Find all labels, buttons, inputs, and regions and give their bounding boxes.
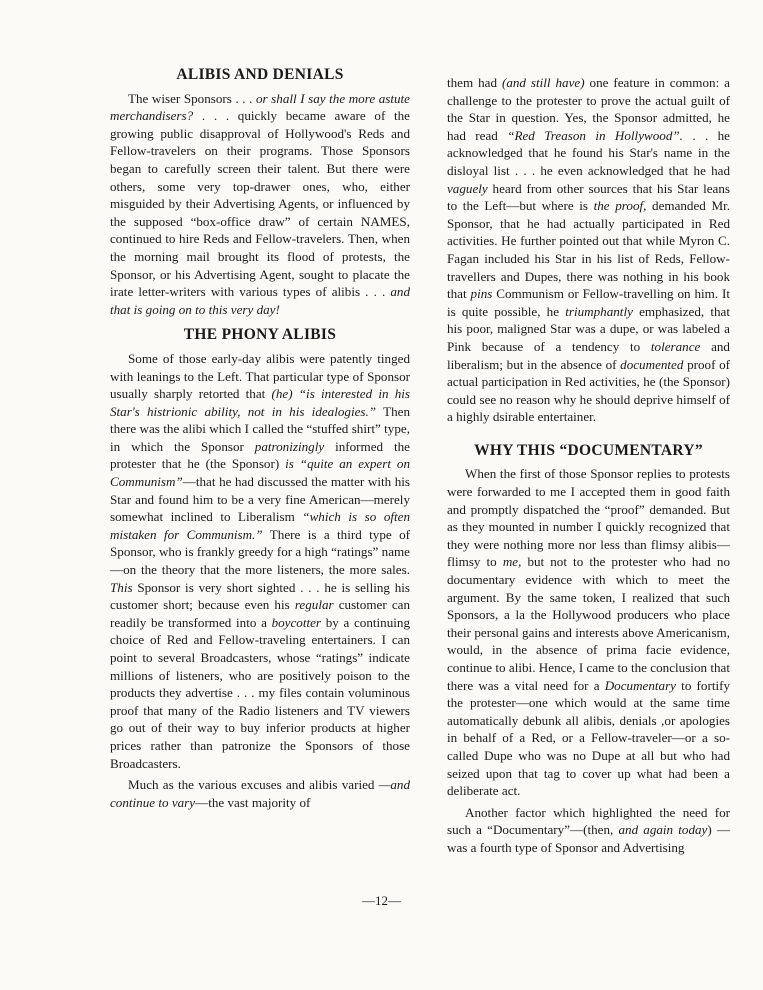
- text-run: Another factor which highlighted the need for such a “Documentary”—(then,: [447, 804, 730, 838]
- text-run: customer can readily be transformed into a: [110, 597, 410, 630]
- left-column: [110, 62, 410, 811]
- paragraph: [110, 350, 410, 772]
- text-run: . . . quickly became aware of the growing public disapproval of Hollywood's Reds and Fellow-travelers on their programs. Those Sponsors began to carefully screen their talent. But there were others, some very top-drawer ones, who, either misguided by their Advertising Agents, or influenced by the supposed “box-office draw” of certain NAMES, continued to hire Reds and Fellow-travelers. Then, when the morning mail brought its flood of protests, the Sponsor, or his Advertising Agent, sought to placate the irate letter-writers with various types of alibis . . .: [110, 108, 410, 300]
- italic-run: is “quite an expert on Communism”: [110, 456, 410, 490]
- italic-run: and again today: [618, 822, 708, 838]
- paragraph: [110, 90, 410, 319]
- italic-run: vaguely: [447, 180, 488, 196]
- italic-run: or shall I say the more astute merchandisers?: [110, 90, 410, 124]
- italic-run: (and still have): [501, 75, 585, 90]
- text-run: demanded Mr. Sponsor, that he had actually participated in Red activities. He further pointed out that while Myron C. Fagan included his Star in his list of Reds, Fellow-travellers and Dupes, there was nothing in his book that: [447, 198, 730, 302]
- italic-run: regular: [294, 597, 334, 613]
- italic-run: me,: [502, 554, 522, 570]
- text-run: . . he acknowledged that he found his Star's name in the disloyal list . . . he even acknowledged that he had: [447, 127, 730, 178]
- italic-run: documented: [620, 356, 684, 372]
- text-run: Communism or Fellow-travelling on him. It is quite possible, he: [447, 286, 730, 319]
- italic-run: —and continue to vary: [110, 777, 410, 810]
- text-run: Some of those early-day alibis were patently tinged with leanings to the Left. That particular type of Sponsor usually sharply retorted that: [110, 350, 410, 402]
- italic-run: Documentary: [604, 677, 676, 693]
- text-run: Much as the various excuses and alibis varied: [128, 777, 379, 793]
- text-run: one feature in common: a challenge to the protester to prove the actual guilt of the Star in question. Yes, the Sponsor admitted, he had read: [447, 75, 730, 143]
- heading-phony-alibis: THE PHONY ALIBIS: [183, 326, 337, 344]
- text-run: but not to the protester who had no documentary evidence with which to meet the argument. By the same token, I realized that such Sponsors, a la the Hollywood producers who place their personal gains and interests above Americanism, would, in the absence of prima facie evidence, continue to alibi. Hence, I came to the conclusion that there was a vital need for a: [447, 554, 730, 693]
- text-run: —the vast majority of: [195, 794, 311, 810]
- right-column: [447, 74, 730, 857]
- heading-alibis-and-denials: ALIBIS AND DENIALS: [176, 66, 344, 83]
- text-run: Sponsor is very short sighted . . . he is selling his customer short; because even his: [110, 579, 410, 613]
- italic-run: This: [110, 579, 133, 595]
- text-run: When the first of those Sponsor replies to protests were forwarded to me I accepted them in good faith and promptly dispatched the “proof” demanded. But as they mounted in number I quickly recognized that they were nothing more nor less than flimsy alibis—flimsy to: [447, 466, 730, 570]
- text-run: There is a third type of Sponsor, who is frankly greedy for a high “ratings” name—on the theory that the more listeners, the more sales.: [110, 526, 410, 578]
- italic-run: pins: [470, 286, 493, 302]
- text-run: heard from other sources that his Star leans to the Left—but where is: [447, 180, 730, 214]
- italic-run: triumphantly: [565, 303, 633, 319]
- italic-run: “Red Treason in Hollywood”.: [507, 127, 683, 143]
- text-run: emphasized, that his poor, maligned Star was a dupe, or was labeled a Pink because of a tendency to: [447, 303, 731, 354]
- italic-run: and that is going on to this very day!: [110, 284, 410, 317]
- italic-run: “which is so often mistaken for Communism.”: [110, 509, 410, 542]
- italic-run: patronizingly: [254, 438, 325, 454]
- heading-why-this-documentary: WHY THIS “DOCUMENTARY”: [474, 441, 703, 459]
- text-run: Then there was the alibi which I called the “stuffed shirt” type, in which the Sponsor: [110, 403, 410, 454]
- paragraph: [447, 804, 730, 857]
- text-run: —that he had discussed the matter with his Star and found him to be a very fine American—merely somewhat inclined to Liberalism: [110, 474, 410, 525]
- paragraph: [447, 74, 730, 426]
- text-run: to fortify the protester—one which would at the same time automatically debunk all alibis, denials ,or apologies in behalf of a Red, or a Fellow-traveler—or a so-called Dupe who was no Dupe at all but who had seized upon that tag to cover up what had been a deliberate act.: [447, 677, 731, 799]
- paragraph: [447, 465, 730, 799]
- text-run: The wiser Sponsors . . .: [128, 90, 256, 106]
- paragraph: [110, 776, 410, 811]
- italic-run: tolerance: [650, 338, 701, 354]
- text-run: ) —was a fourth type of Sponsor and Advertising: [447, 822, 730, 855]
- text-run: by a continuing choice of Red and Fellow-traveling entertainers. I can point to several Broadcasters, whose “ratings” indicate millions of listeners, who are positively poison to the products they advertise . . . my files contain voluminous proof that many of the Radio listeners and TV viewers go out of their way to buy inferior products at higher prices rather than patronize the Sponsors of those Broadcasters.: [110, 614, 410, 771]
- page-number: —12—: [362, 893, 401, 908]
- text-run: and liberalism; but in the absence of: [447, 338, 730, 372]
- italic-run: boycotter: [271, 614, 322, 630]
- text-run: proof of actual participation in Red activities, he (the Sponsor) could see no reason why he should deprive himself of a highly dsirable entertainer.: [447, 356, 730, 425]
- italic-run: (he) “is interested in his Star's histrionic ability, not in his idealogies.”: [110, 386, 410, 419]
- text-run: informed the protester that he (the Sponsor): [110, 438, 410, 472]
- italic-run: the proof,: [593, 198, 647, 214]
- text-run: them had: [447, 75, 502, 90]
